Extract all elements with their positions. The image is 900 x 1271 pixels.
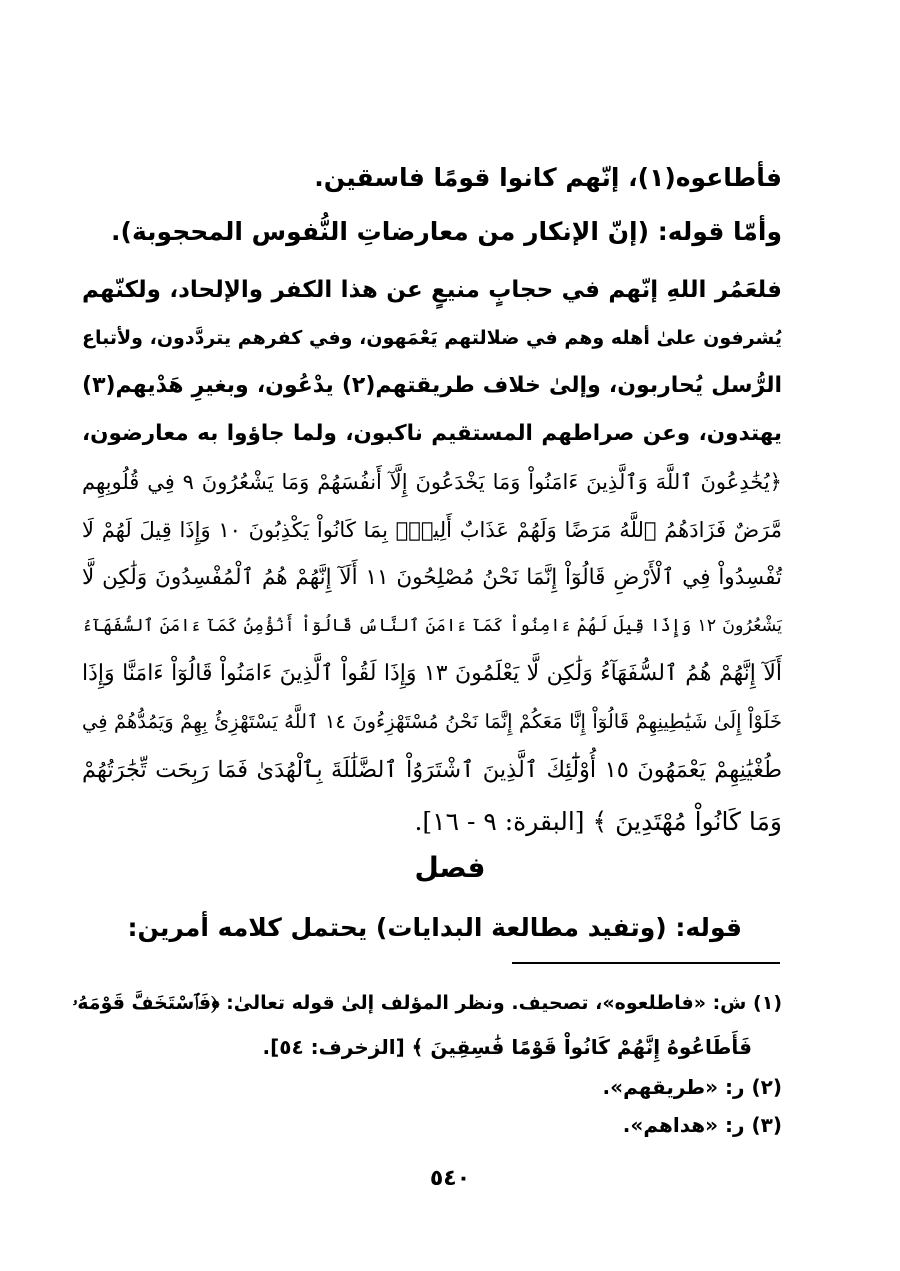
body-line-5: الرُّسل يُحاربون، وإلىٰ خلاف طريقتهم(٢) يدْعُون، وبغيرِ هَدْيهم(٣) — [82, 373, 782, 398]
quran-line-4: يَشْعُرُونَ ١٢ وَإِذَا قِيلَ لَهُمْ ءَامِنُواْ كَمَآ ءَامَنَ ٱلنَّاسُ قَالُوٓاْ أَنُؤْمِنُ كَمَآ ءَامَنَ ٱلسُّفَهَآءُ — [82, 616, 782, 636]
quran-line-6: خَلَوْاْ إِلَىٰ شَيَٰطِينِهِمْ قَالُوٓاْ إِنَّا مَعَكُمْ إِنَّمَا نَحْنُ مُسْتَهْزِءُونَ ١٤ ٱللَّهُ يَسْتَهْزِئُ بِهِمْ وَيَمُدُّهُمْ فِي — [82, 710, 782, 733]
footnote-1-line-1: (١) ش: «فاطلعوه»، تصحيف. ونظر المؤلف إلىٰ قوله تعالىٰ: ﴿فَٱسْتَخَفَّ قَوْمَهُۥ — [72, 992, 782, 1014]
section-intro: قوله: (وتفيد مطالعة البدايات) يحتمل كلامه أمرين: — [127, 913, 742, 942]
quran-line-5: أَلَآ إِنَّهُمْ هُمُ ٱلسُّفَهَآءُ وَلَٰكِن لَّا يَعْلَمُونَ ١٣ وَإِذَا لَقُواْ ٱلَّذِينَ ءَامَنُواْ قَالُوٓاْ ءَامَنَّا وَإِذَا — [82, 661, 782, 686]
quran-line-7: طُغْيَٰنِهِمْ يَعْمَهُونَ ١٥ أُوْلَٰٓئِكَ ٱلَّذِينَ ٱشْتَرَوُاْ ٱلضَّلَٰلَةَ بِٱلْهُدَىٰ فَمَا رَبِحَت تِّجَٰرَتُهُمْ — [82, 757, 782, 783]
footnote-separator — [512, 962, 780, 964]
quran-end-line: وَمَا كَانُواْ مُهْتَدِينَ ﴾ [البقرة: ٩ - ١٦]. — [414, 807, 782, 836]
body-line-2: وأمّا قوله: (إنّ الإنكار من معارضاتِ النُّفوس المحجوبة). — [111, 217, 782, 246]
footnote-1-line-2: فَأَطَاعُوهُ إِنَّهُمْ كَانُواْ قَوْمًا فَٰسِقِينَ ﴾ [الزخرف: ٥٤]. — [262, 1035, 752, 1059]
quran-line-3: تُفْسِدُواْ فِي ٱلْأَرْضِ قَالُوٓاْ إِنَّمَا نَحْنُ مُصْلِحُونَ ١١ أَلَآ إِنَّهُمْ هُمُ ٱلْمُفْسِدُونَ وَلَٰكِن لَّا — [82, 565, 782, 590]
page-number: ٥٤٠ — [429, 1166, 471, 1191]
section-heading: فصل — [414, 851, 486, 884]
body-line-4: يُشرفون علىٰ أهله وهم في ضلالتهم يَعْمَهون، وفي كفرهم يتردَّدون، ولأتباع — [82, 327, 782, 349]
body-line-3: فلعَمُر اللهِ إنّهم في حجابٍ منيعٍ عن هذا الكفر والإلحاد، ولكنّهم — [82, 277, 782, 303]
footnote-3: (٣) ر: «هداهم». — [622, 1113, 782, 1137]
body-line-1: فأطاعوه(١)، إنّهم كانوا قومًا فاسقين. — [314, 163, 782, 192]
footnote-2: (٢) ر: «طريقهم». — [602, 1075, 782, 1099]
quran-line-2: مَّرَضٌ فَزَادَهُمُ ٱللَّهُ مَرَضًا وَلَهُمْ عَذَابٌ أَلِيمُۢ بِمَا كَانُواْ يَكْذِبُونَ ١٠ وَإِذَا قِيلَ لَهُمْ لَا — [82, 518, 782, 542]
quran-line-1: ﴿يُخَٰدِعُونَ ٱللَّهَ وَٱلَّذِينَ ءَامَنُواْ وَمَا يَخْدَعُونَ إِلَّآ أَنفُسَهُمْ وَمَا يَشْعُرُونَ ٩ فِي قُلُوبِهِم — [82, 470, 782, 494]
body-line-6: يهتدون، وعن صراطهم المستقيم ناكبون، ولما جاؤوا به معارضون، — [82, 421, 782, 446]
